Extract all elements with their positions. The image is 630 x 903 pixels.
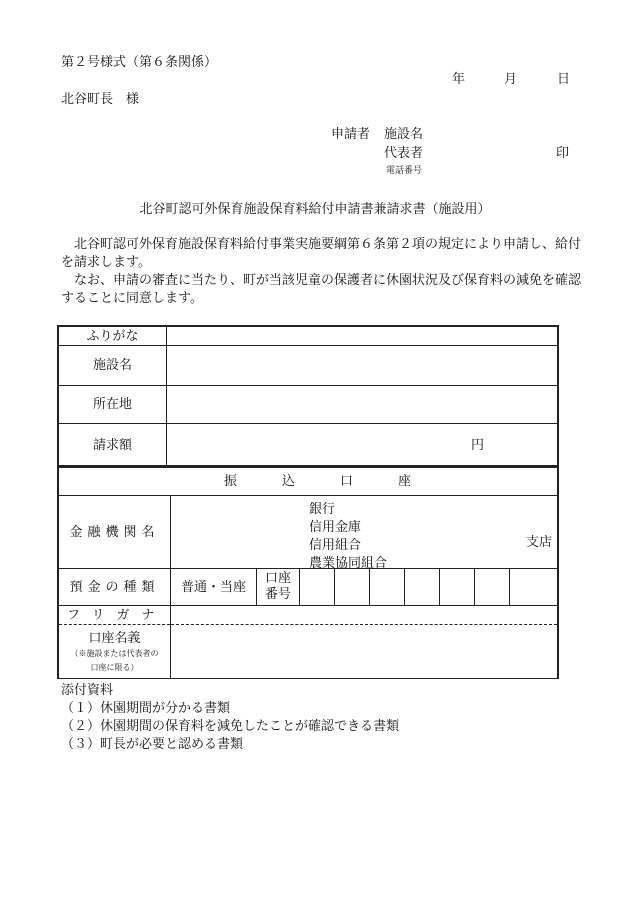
account-digit-4[interactable]: [405, 569, 440, 606]
applicant-representative-label: 代表者: [384, 146, 424, 161]
facility-info-table: [57, 325, 559, 468]
bank-section-header: [59, 467, 558, 496]
bank-section-title-3: 口: [340, 473, 354, 489]
form-number: 第２号様式（第６条関係）: [61, 55, 218, 70]
type-ja: 農業協同組合: [309, 556, 388, 571]
attachment-item-2: （２）休園期間の保育料を減免したことが確認できる書類: [61, 719, 400, 734]
type-bank: 銀行: [309, 502, 336, 517]
account-digit-7[interactable]: [510, 569, 558, 606]
account-digit-3[interactable]: [370, 569, 405, 606]
address-field[interactable]: [167, 386, 558, 424]
bank-section-title-2: 込: [282, 473, 296, 489]
account-digit-5[interactable]: [440, 569, 475, 606]
furigana-field[interactable]: [167, 327, 558, 346]
date-day-label: 日: [557, 72, 571, 87]
account-digit-6[interactable]: [475, 569, 510, 606]
deposit-type-value[interactable]: 普通・当座: [171, 569, 257, 606]
account-digit-1[interactable]: [300, 569, 335, 606]
attachment-item-3: （３）町長が必要と認める書類: [61, 737, 244, 752]
date-year-label: 年: [452, 72, 466, 87]
address-label: 所在地: [59, 386, 167, 424]
body-paragraph-2: なお、申請の審査に当たり、町が当該児童の保護者に休園状況及び保育料の減免を確認することに同意します。: [61, 273, 582, 306]
facility-name-field[interactable]: [167, 346, 558, 386]
bank-account-table: [57, 465, 559, 679]
facility-name-label: 施設名: [59, 346, 167, 386]
account-name-note-2: 口座に限る）: [90, 662, 139, 672]
holder-furigana-label: フリガナ: [59, 606, 171, 625]
amount-label: 請求額: [59, 424, 167, 467]
account-digit-2[interactable]: [335, 569, 370, 606]
account-name-field[interactable]: [171, 625, 558, 679]
account-number-label: [257, 569, 300, 606]
amount-field[interactable]: [167, 424, 558, 467]
type-shinkin: 信用金庫: [309, 520, 362, 535]
institution-field[interactable]: [171, 496, 558, 569]
institution-label: 金融機関名: [59, 496, 171, 569]
applicant-facility-label: 施設名: [384, 127, 424, 142]
account-number-label-2: 番号: [264, 587, 291, 602]
applicant-phone-label: 電話番号: [386, 166, 423, 176]
yen-unit: 円: [470, 437, 484, 453]
date-month-label: 月: [504, 72, 518, 87]
account-number-label-1: 口座: [264, 571, 291, 586]
furigana-label: ふりがな: [59, 327, 167, 346]
attachment-item-1: （１）休園期間が分かる書類: [61, 701, 231, 716]
body-paragraph-1: 北谷町認可外保育施設保育料給付事業実施要綱第６条第２項の規定により申請し、給付を請求します。: [61, 237, 582, 270]
attachments-heading: 添付資料: [61, 683, 114, 698]
holder-furigana-field[interactable]: [171, 606, 558, 625]
applicant-label: 申請者: [331, 127, 371, 142]
seal-mark: 印: [556, 146, 570, 161]
addressee: 北谷町長 様: [61, 92, 140, 107]
document-title: 北谷町認可外保育施設保育料給付申請書兼請求書（施設用）: [139, 202, 491, 217]
account-name-note-1: （※施設または代表者の: [70, 648, 159, 658]
deposit-type-label: 預金の種類: [59, 569, 171, 606]
bank-section-title-1: 振: [224, 473, 238, 489]
branch-label: 支店: [526, 535, 553, 550]
account-name-label: 口座名義: [88, 630, 141, 646]
bank-section-title-4: 座: [398, 473, 412, 489]
type-shinkumi: 信用組合: [309, 538, 362, 553]
account-name-cell: [59, 625, 171, 679]
